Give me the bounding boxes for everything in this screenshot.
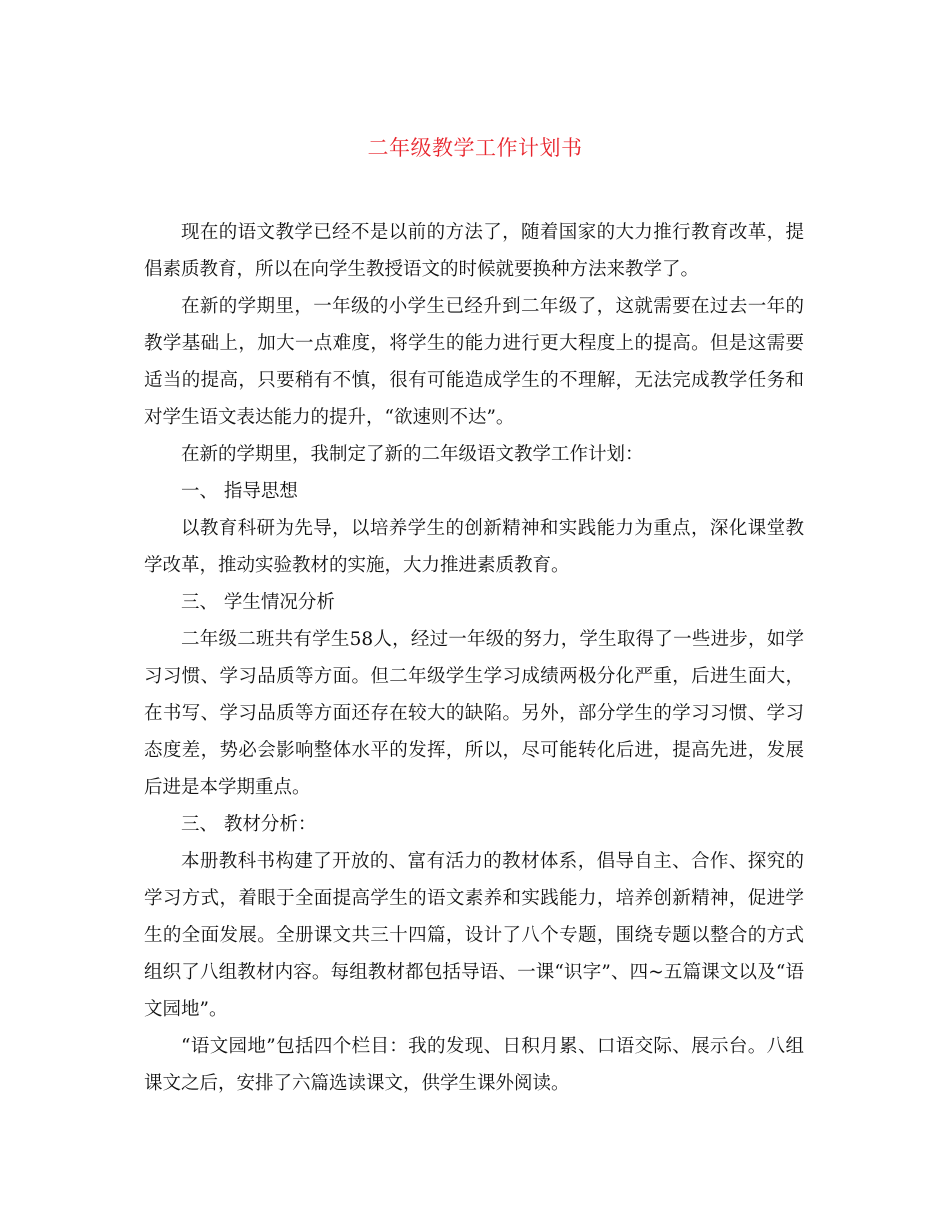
section-heading-textbook-analysis: 三、 教材分析： xyxy=(181,814,317,835)
document-body xyxy=(144,214,804,1102)
paragraph-guiding-thought: 以教育科研为先导，以培养学生的创新精神和实践能力为重点，深化课堂教学改革，推动实验教材的实施，大力推进素质教育。 xyxy=(144,518,804,576)
section-heading-guiding-thought: 一、 指导思想 xyxy=(181,481,298,502)
document-title: 二年级教学工作计划书 xyxy=(367,136,583,160)
section-heading-student-analysis: 三、 学生情况分析 xyxy=(181,592,335,613)
paragraph-plan-intro: 在新的学期里，我制定了新的二年级语文教学工作计划： xyxy=(181,444,644,465)
paragraph-new-semester: 在新的学期里，一年级的小学生已经升到二年级了，这就需要在过去一年的教学基础上，加大一点难度，将学生的能力进行更大程度上的提高。但是这需要适当的提高，只要稍有不慎，很有可能造成学生的不理解，无法完成教学任务和对学生语文表达能力的提升，“欲速则不达”。 xyxy=(144,296,804,428)
paragraph-textbook-analysis: 本册教科书构建了开放的、富有活力的教材体系，倡导自主、合作、探究的学习方式，着眼于全面提高学生的语文素养和实践能力，培养创新精神，促进学生的全面发展。全册课文共三十四篇，设计了八个专题，围绕专题以整合的方式组织了八组教材内容。每组教材都包括导语、一课“识字”、四~五篇课文以及“语文园地”。 xyxy=(144,851,804,1020)
paragraph-language-garden: “语文园地”包括四个栏目：我的发现、日积月累、口语交际、展示台。八组课文之后，安排了六篇选读课文，供学生课外阅读。 xyxy=(144,1036,804,1094)
paragraph-student-analysis: 二年级二班共有学生58人，经过一年级的努力，学生取得了一些进步，如学习习惯、学习品质等方面。但二年级学生学习成绩两极分化严重，后进生面大，在书写、学习品质等方面还存在较大的缺陷。另外，部分学生的学习习惯、学习态度差，势必会影响整体水平的发挥，所以，尽可能转化后进，提高先进，发展后进是本学期重点。 xyxy=(144,629,804,798)
paragraph-intro: 现在的语文教学已经不是以前的方法了，随着国家的大力推行教育改革，提倡素质教育，所以在向学生教授语文的时候就要换种方法来教学了。 xyxy=(144,222,804,280)
